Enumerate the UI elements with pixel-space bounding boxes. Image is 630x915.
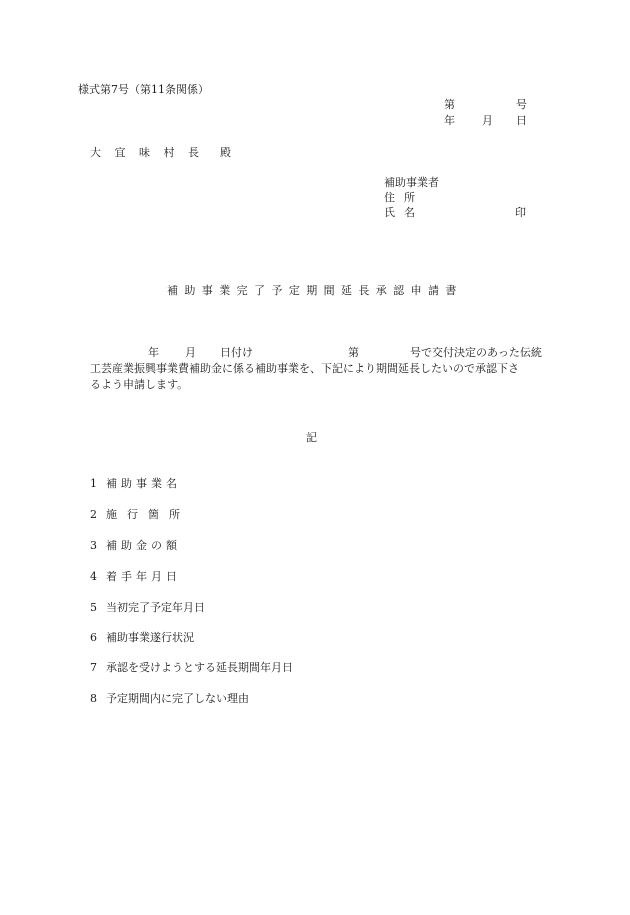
item-text: 当初完了予定年月日 (106, 601, 205, 614)
item-number: 5 (90, 601, 97, 614)
body-no-prefix: 第 (348, 346, 359, 359)
body-year: 年 (148, 346, 159, 359)
item-number: 6 (90, 631, 97, 644)
applicant-title: 補助事業者 (384, 176, 439, 189)
body-dated: 日付け (220, 346, 253, 359)
name-label: 氏名 (384, 206, 424, 219)
item-number: 1 (90, 477, 97, 490)
item-text: 補助事業名 (106, 477, 181, 490)
item-text: 補助事業遂行状況 (106, 631, 194, 644)
number-suffix: 号 (516, 98, 527, 111)
item-text: 承認を受けようとする延長期間年月日 (106, 661, 293, 674)
date-day: 日 (516, 114, 527, 127)
item-text: 施行箇所 (106, 508, 190, 521)
item-number: 8 (90, 692, 97, 705)
seal-mark: 印 (515, 206, 526, 219)
form-number: 様式第7号（第11条関係） (78, 83, 209, 96)
number-prefix: 第 (444, 98, 455, 111)
item-number: 7 (90, 661, 97, 674)
date-month: 月 (482, 114, 493, 127)
body-line-2: 工芸産業振興事業費補助金に係る補助事業を、下記により期間延長したいので承認下さ (90, 362, 519, 375)
body-line1-tail: 号で交付決定のあった伝統 (410, 346, 542, 359)
body-line-3: るよう申請します。 (90, 378, 189, 391)
addressee: 大 宜 味 村 長 殿 (90, 146, 236, 159)
item-number: 2 (90, 508, 97, 521)
note-heading: 記 (306, 431, 317, 444)
item-text: 着手年月日 (106, 570, 181, 583)
item-text: 補助金の額 (106, 539, 181, 552)
address-label: 住所 (384, 191, 424, 204)
item-number: 3 (90, 539, 97, 552)
body-month: 月 (185, 346, 196, 359)
date-year: 年 (444, 114, 455, 127)
item-number: 4 (90, 570, 97, 583)
item-text: 予定期間内に完了しない理由 (106, 692, 249, 705)
document-title: 補助事業完了予定期間延長承認申請書 (167, 284, 463, 297)
